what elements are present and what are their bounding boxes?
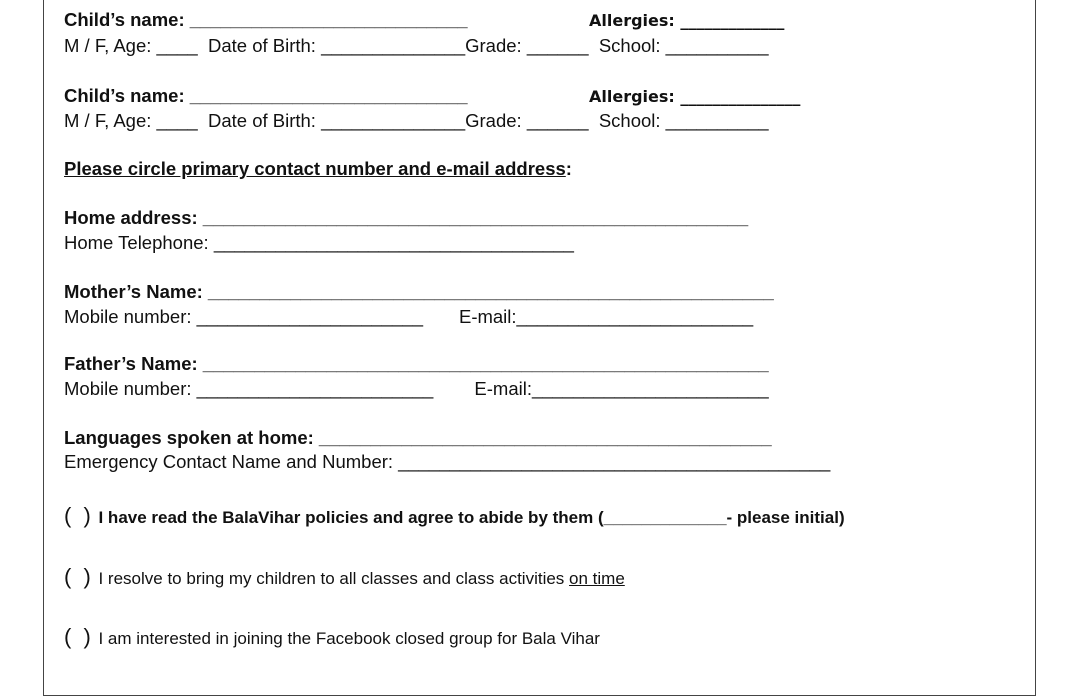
policies-checkbox[interactable]: ( ) (64, 503, 94, 528)
child1-details-field[interactable]: M / F, Age: ____ Date of Birth: ______________Grade: ______ School: __________ (64, 35, 769, 56)
facebook-text: I am interested in joining the Facebook closed group for Bala Vihar (93, 629, 600, 648)
mother-name-field[interactable]: Mother’s Name: _______________________________________________________ (64, 281, 774, 302)
father-contact-field[interactable]: Mobile number: _______________________ E-mail:_______________________ (64, 378, 769, 399)
policies-agreement[interactable] (64, 503, 845, 531)
resolve-text: I resolve to bring my children to all classes and class activities (93, 569, 570, 588)
child2-name-field[interactable]: Child’s name: ___________________________ (64, 85, 468, 106)
facebook-statement[interactable] (64, 624, 600, 652)
child1-name-field[interactable]: Child’s name: ___________________________ (64, 9, 468, 30)
home-address-field[interactable]: Home address: _____________________________________________________ (64, 207, 749, 228)
home-telephone-field[interactable]: Home Telephone: ___________________________________ (64, 232, 574, 253)
facebook-checkbox[interactable]: ( ) (64, 624, 94, 649)
contact-instruction-colon: : (565, 158, 572, 179)
child1-allergies-field[interactable]: Allergies: _____________ (589, 11, 785, 30)
contact-instruction-text: Please circle primary contact number and e-mail address (64, 158, 566, 179)
mother-contact-field[interactable]: Mobile number: ______________________ E-mail:_______________________ (64, 306, 754, 327)
policies-text: I have read the BalaVihar policies and agree to abide by them (_____________- please initial) (93, 508, 845, 527)
contact-instruction (64, 158, 572, 180)
resolve-checkbox[interactable]: ( ) (64, 564, 94, 589)
child2-allergies-field[interactable]: Allergies: _______________ (589, 87, 801, 106)
resolve-on-time: on time (569, 569, 625, 588)
emergency-contact-field[interactable]: Emergency Contact Name and Number: __________________________________________ (64, 451, 831, 472)
father-name-field[interactable]: Father’s Name: _______________________________________________________ (64, 353, 769, 374)
languages-field[interactable]: Languages spoken at home: ____________________________________________ (64, 427, 772, 448)
child2-details-field[interactable]: M / F, Age: ____ Date of Birth: ______________Grade: ______ School: __________ (64, 110, 769, 131)
resolve-statement[interactable] (64, 564, 625, 592)
